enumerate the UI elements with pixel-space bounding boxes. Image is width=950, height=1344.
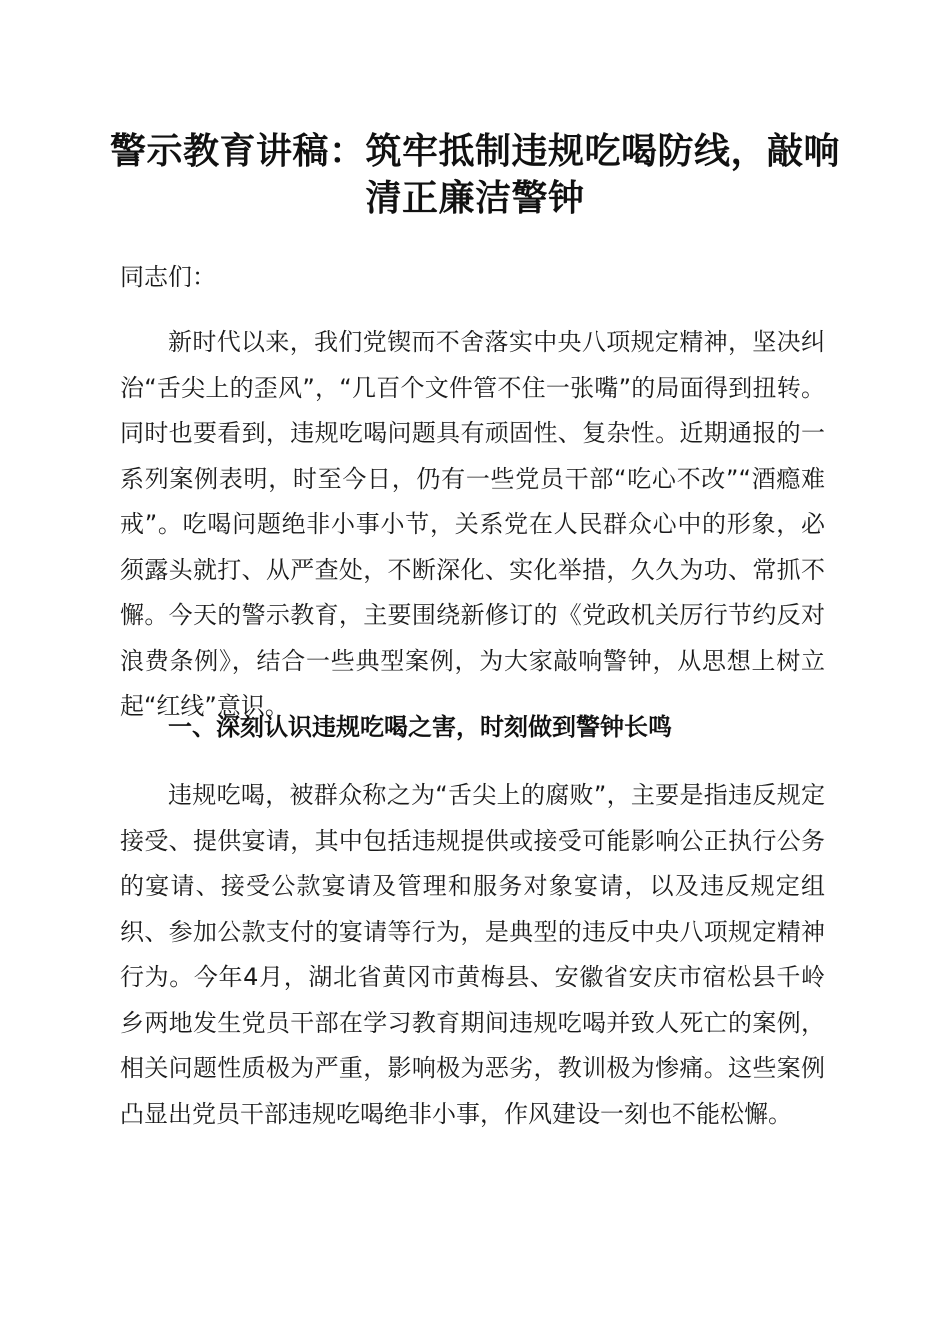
salutation: 同志们： bbox=[120, 263, 216, 291]
intro-paragraph: 新时代以来，我们党锲而不舍落实中央八项规定精神，坚决纠治“舌尖上的歪风”，“几百个文件管不住一张嘴”的局面得到扭转。同时也要看到，违规吃喝问题具有顽固性、复杂性。近期通报的一系列案例表明，时至今日，仍有一些党员干部“吃心不改”“酒瘾难戒”。吃喝问题绝非小事小节，关系党在人民群众心中的形象，必须露头就打、从严查处，不断深化、实化举措，久久为功、常抓不懈。今天的警示教育，主要围绕新修订的《党政机关厉行节约反对浪费条例》，结合一些典型案例，为大家敲响警钟，从思想上树立起“红线”意识。 bbox=[120, 328, 825, 720]
document-title: 警示教育讲稿：筑牢抵制违规吃喝防线，敲响清正廉洁警钟 bbox=[109, 130, 840, 219]
section-1-paragraph: 违规吃喝，被群众称之为“舌尖上的腐败”，主要是指违反规定接受、提供宴请，其中包括违规提供或接受可能影响公正执行公务的宴请、接受公款宴请及管理和服务对象宴请，以及违反规定组织、参加公款支付的宴请等行为，是典型的违反中央八项规定精神行为。今年4月，湖北省黄冈市黄梅县、安徽省安庆市宿松县千岭乡两地发生党员干部在学习教育期间违规吃喝并致人死亡的案例，相关问题性质极为严重，影响极为恶劣，教训极为惨痛。这些案例凸显出党员干部违规吃喝绝非小事，作风建设一刻也不能松懈。 bbox=[120, 781, 825, 1128]
section-heading-1: 一、深刻认识违规吃喝之害，时刻做到警钟长鸣 bbox=[168, 713, 672, 741]
